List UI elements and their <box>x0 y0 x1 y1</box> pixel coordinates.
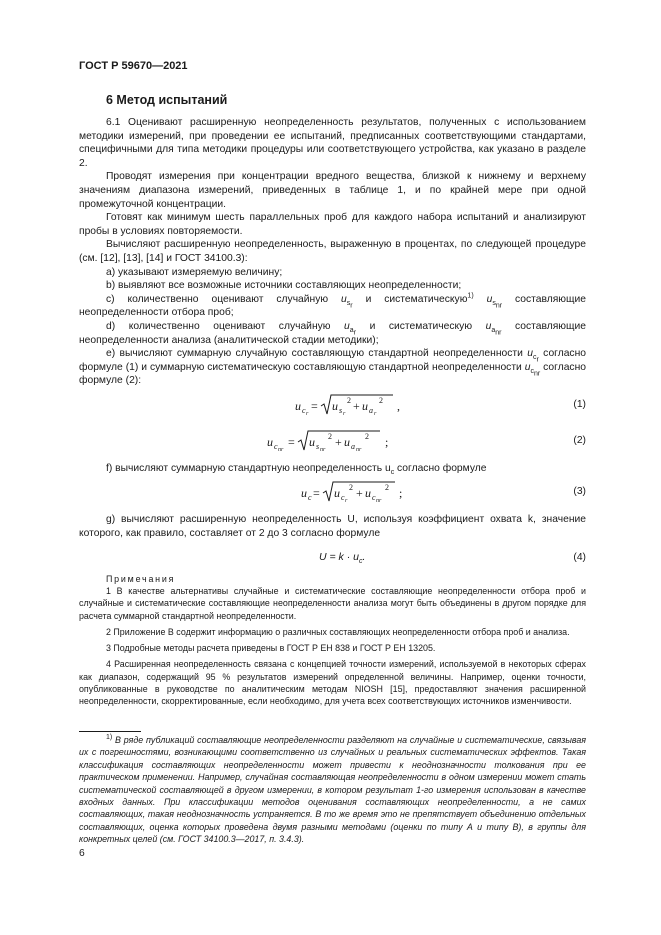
list-item-g: g) вычисляют расширенную неопределенность U, используя коэффициент охвата k, значение которого, как правило, составляет от 2 до 3 согласно формуле <box>79 514 586 540</box>
svg-text:u: u <box>334 486 340 501</box>
page-number: 6 <box>79 848 85 859</box>
svg-text:a: a <box>351 441 355 451</box>
svg-text:r: r <box>343 410 346 417</box>
list-item-c: c) количественно оценивают случайную $u_{s_r}$ и систематическую$^{1)}$ $u_{s_{nr}}$ составляющие неопределенности отбора проб; <box>79 292 586 319</box>
svg-text:=: = <box>288 434 295 449</box>
svg-text:s: s <box>316 441 320 451</box>
svg-text:u: u <box>365 486 371 501</box>
svg-text:c: c <box>274 441 278 451</box>
list-item-f: f) вычисляют суммарную стандартную неопределенность $u_c$ согласно формуле <box>106 462 487 476</box>
note-3: 3 Подробные методы расчета приведены в ГОСТ Р ЕН 838 и ГОСТ Р ЕН 13205. <box>106 643 436 654</box>
svg-text:u: u <box>267 434 273 449</box>
svg-text:c: c <box>341 493 345 503</box>
formula-2 <box>79 426 586 460</box>
svg-text:u: u <box>301 486 307 501</box>
formula-1-number: (1) <box>573 398 586 410</box>
section-title: 6 Метод испытаний <box>106 93 228 107</box>
note-2: 2 Приложение В содержит информацию о различных составляющих неопределенности отбора проб и анализа. <box>106 626 570 637</box>
list-item-a: a) указывают измеряемую величину; <box>106 266 283 278</box>
list-item-e: e) вычисляют суммарную случайную составляющую стандартной неопределенности $u_{c_r}$ согласно формуле (1) и суммарную систематическую составляющую стандартной неопределенности $u_{c_{nr}}$ согласно формуле (2): <box>79 348 586 387</box>
paragraph-procedure: Вычисляют расширенную неопределенность, выраженную в процентах, по следующей процедуре (см. [12], [13], [14] и ГОСТ 34100.3): <box>79 239 586 264</box>
formula-4 <box>79 543 586 571</box>
svg-text:;: ; <box>385 434 389 449</box>
svg-text:2: 2 <box>385 483 389 493</box>
svg-text:u: u <box>362 398 368 413</box>
svg-text:nr: nr <box>356 446 362 453</box>
list-item-b: b) выявляют все возможные источники составляющих неопределенности; <box>106 280 462 292</box>
paragraph-measurements: Проводят измерения при концентрации вредного вещества, близкой к нижнему и верхнему значениям диапазона измерений, приведенных в таблице 1, и по крайней мере при одной промежуточной концентрации. <box>79 171 586 210</box>
svg-text:,: , <box>397 398 400 413</box>
svg-text:+: + <box>335 434 342 449</box>
svg-text:c: c <box>372 493 376 503</box>
svg-text:2: 2 <box>365 431 369 441</box>
svg-text:u: u <box>309 434 315 449</box>
formula-3-expression <box>301 477 441 507</box>
formula-2-number: (2) <box>573 434 586 446</box>
svg-text:2: 2 <box>347 395 351 405</box>
svg-text:r: r <box>374 410 377 417</box>
footnote-marker: 1) <box>106 734 113 742</box>
main-text <box>79 116 586 708</box>
note-4: 4 Расширенная неопределенность связана с концепцией точности измерений, используемой в некоторых сферах как диапазон, содержащий 95 % результатов измерений определенной величины. Например, оценки точности, опубликованные в руководстве по аналитическим методам NIOSH [15], предоставляют значения расширенной неопределенности, скорректированные, если необходимо, для учета всех соответствующих источников изменчивости. <box>79 659 586 707</box>
formula-2-expression <box>267 426 417 456</box>
svg-text:u: u <box>332 398 338 413</box>
footnote-text: В ряде публикаций составляющие неопределенности разделяют на случайные и систематические, связывая их с погрешностями, возникающими соответственно из случайных и реальных систематических эффектов. Такая классификация составляющих неопределенности может привести к неоднозначности толкования при ее практическом применении. Например, случайная составляющая неопределенности в одном измерении может стать систематической составляющей в другом измерении, в котором результат 1-го измерения использован в качестве входных данных. При классификации методов оценивания составляющих неопределенности, а не самих составляющих, такая неоднозначность устраняется. В то же время это не препятствует объединению отдельных составляющих, оценка которых проведена двумя разными методами (оценки по типу А и типу В), в группы для конкретных целей (см. ГОСТ 34100.3—2017, п. 3.4.3). <box>79 735 586 845</box>
formula-1 <box>79 390 586 424</box>
svg-text:a: a <box>369 405 373 415</box>
formula-4-number: (4) <box>573 551 586 563</box>
svg-text:u: u <box>344 434 350 449</box>
paragraph-6-1: 6.1 Оценивают расширенную неопределенность результатов, полученных с использованием методики измерений, при проведении ее испытаний, предписанных соответствующими стандартами, специфичными для типа методики процедуры или соответствующего устройства, как указано в разделе 2. <box>79 117 586 169</box>
formula-4-expression: $U = k \cdot u_c$. <box>319 550 366 565</box>
list-item-d: d) количественно оценивают случайную $u_{a_r}$ и систематическую $u_{a_{nr}}$ составляющие неопределенности анализа (аналитической стадии методики); <box>79 320 586 346</box>
svg-text:+: + <box>353 398 360 413</box>
formula-3-number: (3) <box>573 486 586 498</box>
svg-text:r: r <box>345 498 348 505</box>
svg-text:u: u <box>295 398 301 413</box>
notes-block <box>79 573 586 708</box>
svg-text:c: c <box>302 405 306 415</box>
svg-text:;: ; <box>399 486 403 501</box>
svg-text:=: = <box>313 486 320 501</box>
svg-text:r: r <box>306 410 309 417</box>
svg-text:s: s <box>339 405 343 415</box>
svg-text:nr: nr <box>320 446 326 453</box>
footnote-divider <box>79 731 141 732</box>
svg-text:+: + <box>356 486 363 501</box>
svg-text:2: 2 <box>328 431 332 441</box>
formula-3 <box>79 477 586 511</box>
footnote-1 <box>79 734 586 846</box>
svg-text:nr: nr <box>278 446 284 453</box>
svg-text:2: 2 <box>349 483 353 493</box>
svg-text:nr: nr <box>376 498 382 505</box>
notes-heading: Примечания <box>106 573 176 584</box>
svg-text:2: 2 <box>379 395 383 405</box>
note-1: 1 В качестве альтернативы случайные и систематические составляющие неопределенности отбора проб и случайные и систематические составляющие неопределенности анализа могут быть объединены в другом порядке для расчета суммарной стандартной неопределенности. <box>79 585 586 621</box>
paragraph-samples: Готовят как минимум шесть параллельных проб для каждого набора испытаний и анализируют пробы в условиях повторяемости. <box>79 212 586 237</box>
standard-header: ГОСТ Р 59670—2021 <box>79 60 188 72</box>
formula-1-expression <box>295 390 435 420</box>
svg-text:=: = <box>311 398 318 413</box>
svg-text:c: c <box>308 493 312 503</box>
